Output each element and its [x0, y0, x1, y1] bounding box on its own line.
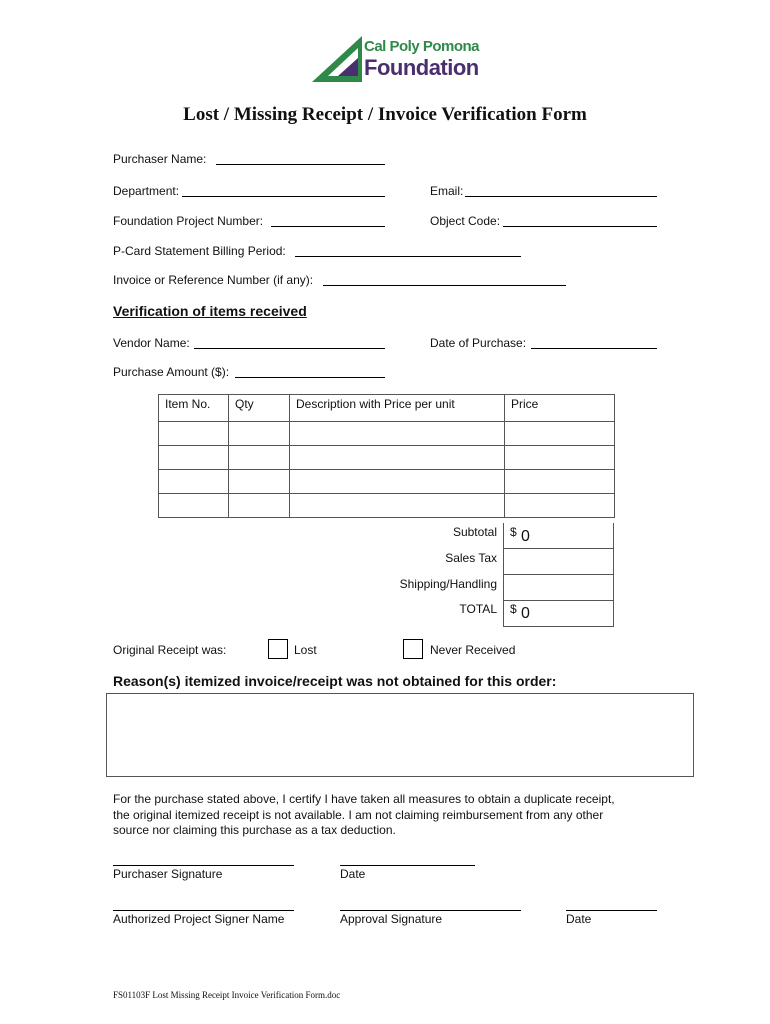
- certify-line-1: For the purchase stated above, I certify I have taken all measures to obtain a duplicate receipt,: [113, 792, 615, 806]
- total-value: 0: [521, 605, 530, 622]
- total-label: TOTAL: [459, 602, 497, 616]
- certify-line-2: the original itemized receipt is not available. I am not claiming reimbursement from any other: [113, 808, 604, 822]
- never-received-label: Never Received: [430, 643, 516, 657]
- logo: [312, 36, 480, 86]
- purchaser-signature-field[interactable]: [113, 865, 294, 866]
- total-field[interactable]: [503, 601, 614, 627]
- subtotal-label: Subtotal: [452, 525, 497, 539]
- logo-line1: Cal Poly Pomona: [364, 38, 480, 55]
- purchaser-name-field[interactable]: [216, 164, 385, 165]
- purchase-amount-label: Purchase Amount ($):: [113, 365, 230, 379]
- table-row: [159, 446, 615, 470]
- col-description: Description with Price per unit: [290, 395, 505, 422]
- project-number-field[interactable]: [271, 226, 385, 227]
- date-of-purchase-field[interactable]: [531, 348, 657, 349]
- invoice-ref-field[interactable]: [323, 285, 566, 286]
- date-label-2: Date: [566, 912, 592, 926]
- billing-period-field[interactable]: [295, 256, 521, 257]
- approval-signature-field[interactable]: [340, 910, 521, 911]
- object-code-label: Object Code:: [430, 214, 501, 228]
- logo-line2: Foundation: [364, 55, 479, 80]
- authorized-name-field[interactable]: [113, 910, 294, 911]
- table-row: [159, 494, 615, 518]
- lost-label: Lost: [294, 643, 317, 657]
- purchase-amount-field[interactable]: [235, 377, 385, 378]
- col-price: Price: [505, 395, 615, 422]
- sales-tax-field[interactable]: [503, 549, 614, 575]
- items-table: [158, 394, 615, 518]
- date-of-purchase-label: Date of Purchase:: [430, 336, 527, 350]
- purchaser-signature-label: Purchaser Signature: [113, 867, 223, 881]
- date-field-2[interactable]: [566, 910, 657, 911]
- email-label: Email:: [430, 184, 464, 198]
- form-title: Lost / Missing Receipt / Invoice Verification Form: [183, 104, 587, 125]
- sales-tax-label: Sales Tax: [445, 551, 497, 565]
- subtotal-currency: $: [510, 525, 517, 539]
- department-label: Department:: [113, 184, 180, 198]
- never-received-checkbox[interactable]: [403, 639, 423, 659]
- lost-checkbox[interactable]: [268, 639, 288, 659]
- total-currency: $: [510, 602, 517, 616]
- verification-heading: Verification of items received: [113, 303, 307, 319]
- footer-filename: FS01103F Lost Missing Receipt Invoice Verification Form.doc: [113, 990, 341, 1000]
- subtotal-field[interactable]: [503, 523, 614, 549]
- shipping-field[interactable]: [503, 575, 614, 601]
- reason-heading: Reason(s) itemized invoice/receipt was not obtained for this order:: [113, 673, 557, 689]
- vendor-label: Vendor Name:: [113, 336, 190, 350]
- date-field-1[interactable]: [340, 865, 475, 866]
- authorized-name-label: Authorized Project Signer Name: [113, 912, 285, 926]
- email-field[interactable]: [465, 196, 657, 197]
- col-item-no: Item No.: [159, 395, 229, 422]
- project-number-label: Foundation Project Number:: [113, 214, 264, 228]
- invoice-ref-label: Invoice or Reference Number (if any):: [113, 273, 314, 287]
- table-row: [159, 422, 615, 446]
- billing-period-label: P-Card Statement Billing Period:: [113, 244, 286, 258]
- approval-signature-label: Approval Signature: [340, 912, 443, 926]
- object-code-field[interactable]: [503, 226, 657, 227]
- subtotal-value: 0: [521, 528, 530, 545]
- vendor-field[interactable]: [194, 348, 385, 349]
- table-header-row: [159, 395, 615, 422]
- shipping-label: Shipping/Handling: [399, 577, 497, 591]
- department-field[interactable]: [182, 196, 385, 197]
- date-label-1: Date: [340, 867, 366, 881]
- reason-textarea[interactable]: [106, 693, 694, 777]
- logo-triangle-icon: [312, 36, 364, 84]
- col-qty: Qty: [229, 395, 290, 422]
- original-receipt-label: Original Receipt was:: [113, 643, 227, 657]
- purchaser-name-label: Purchaser Name:: [113, 152, 207, 166]
- table-row: [159, 470, 615, 494]
- certify-line-3: source nor claiming this purchase as a tax deduction.: [113, 823, 396, 837]
